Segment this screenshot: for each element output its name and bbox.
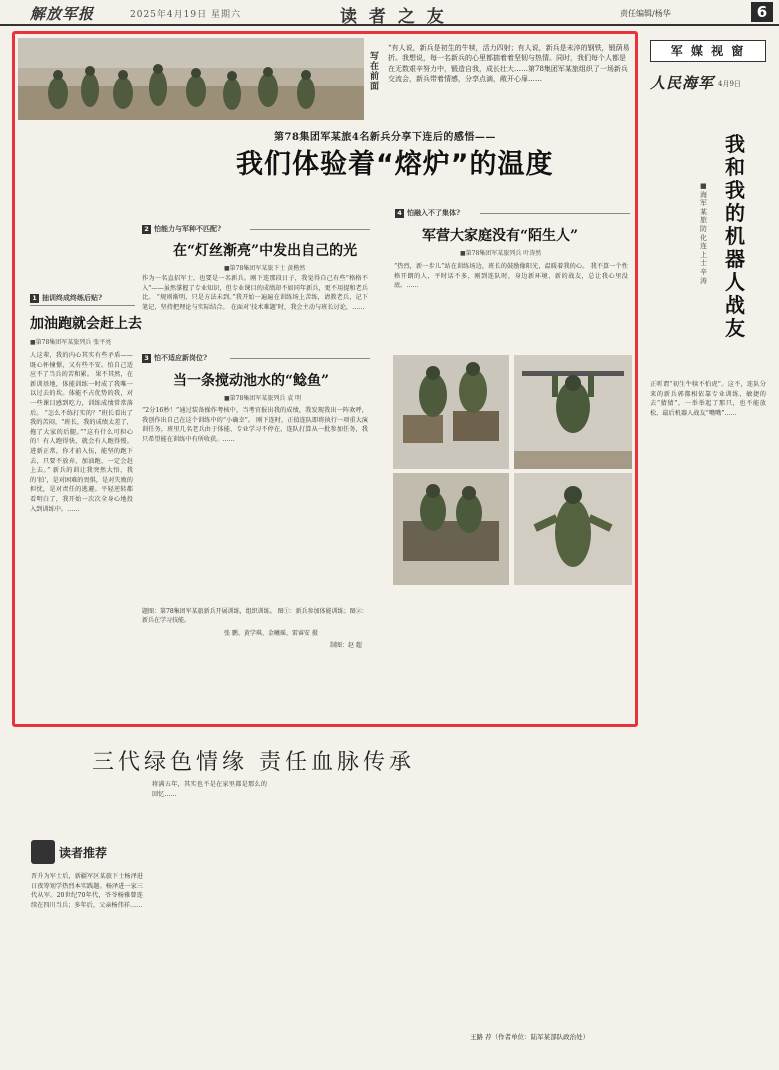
photo-soldiers-boxes [393,355,509,469]
right-column-body: 正听谓“初生牛犊不怕虎”。这不，连队分来的新兵郭都相依靠专业训练，敏捷的去“猜猜”，一举举起了那只，也不能放松，最后机器人战友“嘴嘴”…… [650,381,766,417]
bottom-signature: 王路 荐（作者单位：陆军某部队政治处） [470,1033,590,1041]
photo-equipment [393,473,509,585]
section-number-badge: 3 [142,354,151,363]
section-title: 读 者 之 友 [340,7,447,27]
section-3-title: 当一条搅动池水的“鲶鱼” [173,373,330,389]
section-4-byline: ■第78集团军某旅列兵 叶涛然 [460,250,542,257]
photo-credit: 张 鹏、黄学琪、金曦瑶、雷睿安 摄 [224,630,318,637]
section-1-rule [30,305,135,306]
section-1-body: 人这辈，我的内心其实有些矛盾——既心怀憧憬，又有些不安。怕自己适应不了当兵的苦和累。 果不其然，在新训基地，体能训练一时成了我唯一以过去的坎。体能不占优势的我，对一些课目感到吃力，训练成绩常常落后。 “怎么不练打实的？”班长看出了我的苦闷，“班长，我的成绩太差了，拖了大家的后腿。”“这有什么可担心的！有人跑得快，就会有人跑得慢。进新正常，你才前入伍，能坚的跑下去，只要不放弃，加油跑，一定会赶上去。” 新兵的训让我突然大悟，我的‘拍’，是对困难的畏惧，是对失败的担忧，是对责任的逃避。平轻逆转都看明白了，我开始一次次全身心地投入到训练中。…… [30,352,133,513]
recommend-label: 读者推荐 [59,845,108,860]
section-3-label-text: 怕不适应新岗位? [154,353,208,362]
section-1-title: 加油跑就会赶上去 [30,316,142,332]
section-4-rule [480,213,630,214]
lead-paragraph: “有人说，新兵是初生的牛犊，活力四射；有人说，新兵是未淬的钢铁，锻荫易折。我想说，每一名新兵的心里都揣着着坚韧与热情。同时，我们每个人都是在无数艰辛努力中，锻造自我，成长壮大……第78集团军某旅组织了一场新兵交流会，新兵带着情感，分享点滴，敞开心扉…… [388,44,630,84]
book-icon [31,840,55,864]
section-4-body: “热烈，新一步儿”站在训练场边，班长的鼓励像阳光，温暖着我的心。 我不算一个性格开朗的人，平时话不多，刚到连队时，身边新环境、新的战友，总让我心里没底。…… [394,263,628,290]
page-number: 6 [751,2,773,22]
photo-pullup [514,355,632,469]
editor-info: 责任编辑/杨华 [620,9,671,18]
source-date: 4月9日 [718,80,741,88]
section-2-title: 在“灯丝渐亮”中发出自己的光 [173,243,358,259]
masthead-logo: 解放军报 [30,5,95,23]
bottom-right-body: 将满五年，其实也不是在家里都是那么的回忆…… [152,781,267,798]
top-photo [18,38,364,120]
bottom-headline: 三代绿色情缘 责任血脉传承 [92,750,415,775]
section-3-rule [230,358,370,359]
section-2-body: 作为一名直招军士，也要是一名新兵。刚下连那段日子，我觉得自己有些“格格不入”——虽然掌握了专业知识，但专业课目的成绩却不如同年新兵，更不用提和老兵比。 “规则渐明，只是方法未到。”我开始一遍遍在训练场上苦练，请教老兵，记下笔记，坚持把理论与实际结合。 在面对‘技术难题’时，我会主动与班长讨论，…… [142,275,368,311]
section-2-label [142,224,221,234]
column-label: 军 媒 视 窗 [650,40,766,62]
right-vertical-byline: ■海军某旅防化连上士 辛涛 [700,182,707,285]
editor-credit: 制图：赵 超 [330,642,362,649]
main-headline: 我们体验着“熔炉”的温度 [236,149,554,180]
source-logo: 人民海军 [650,74,715,92]
photo-caption: 题图：第78集团军某旅新兵开展训练，组织训练。 图①：新兵参加体能训练；图②：新兵在学习技能。 [142,608,368,624]
section-4-label-text: 怕融入不了集体? [407,208,461,217]
lead-label: 写在前面 [370,52,380,92]
right-vertical-headline: 我和我的机器人战友 [725,132,745,340]
section-3-label [142,353,207,363]
section-1-label [30,293,102,303]
section-2-byline: ■第78集团军某旅下士 黄楷然 [224,265,306,272]
page-header [0,0,779,26]
photo-pose [514,473,632,585]
section-1-byline: ■第78集团军某旅列兵 张平亮 [30,339,112,346]
bottom-left-body: 晋升为军士后，新疆军区某旅下士杨泽进日夜筹划学热烈本实践题。杨泽进一家三代从军。20世纪70年代，爷爷杨雅曾连续在四川当兵；多年后，父亲杨伟祥…… [31,873,143,909]
section-3-body: “2分16秒！”通过装备操作考核中，当考官报出我的成绩，我发现我出一阵欢呼，我创作出自己在这个训练中的“小确幸”。 刚下连时，正值连队即将执行一项重大演训任务，班里几名老兵由于体能、专业学习不停在，连队打算从一批参加任务，我只希望能在训练中有所收获。…… [142,407,368,443]
section-number-badge: 2 [142,225,151,234]
headline-kicker: 第78集团军某旅4名新兵分享下连后的感悟—— [274,132,496,143]
section-3-byline: ■第78集团军某旅列兵 袁 明 [224,395,302,402]
section-1-label-text: 抽训终成终练后贴? [42,293,103,302]
section-4-label [395,208,460,218]
section-2-label-text: 怕能力与军种不匹配? [154,224,222,233]
issue-date: 2025年4月19日 星期六 [130,10,241,20]
section-4-title: 军营大家庭没有“陌生人” [422,228,579,244]
section-number-badge: 4 [395,209,404,218]
reader-recommend [31,840,107,864]
section-number-badge: 1 [30,294,39,303]
section-2-rule [250,229,370,230]
continued-text [394,595,630,615]
